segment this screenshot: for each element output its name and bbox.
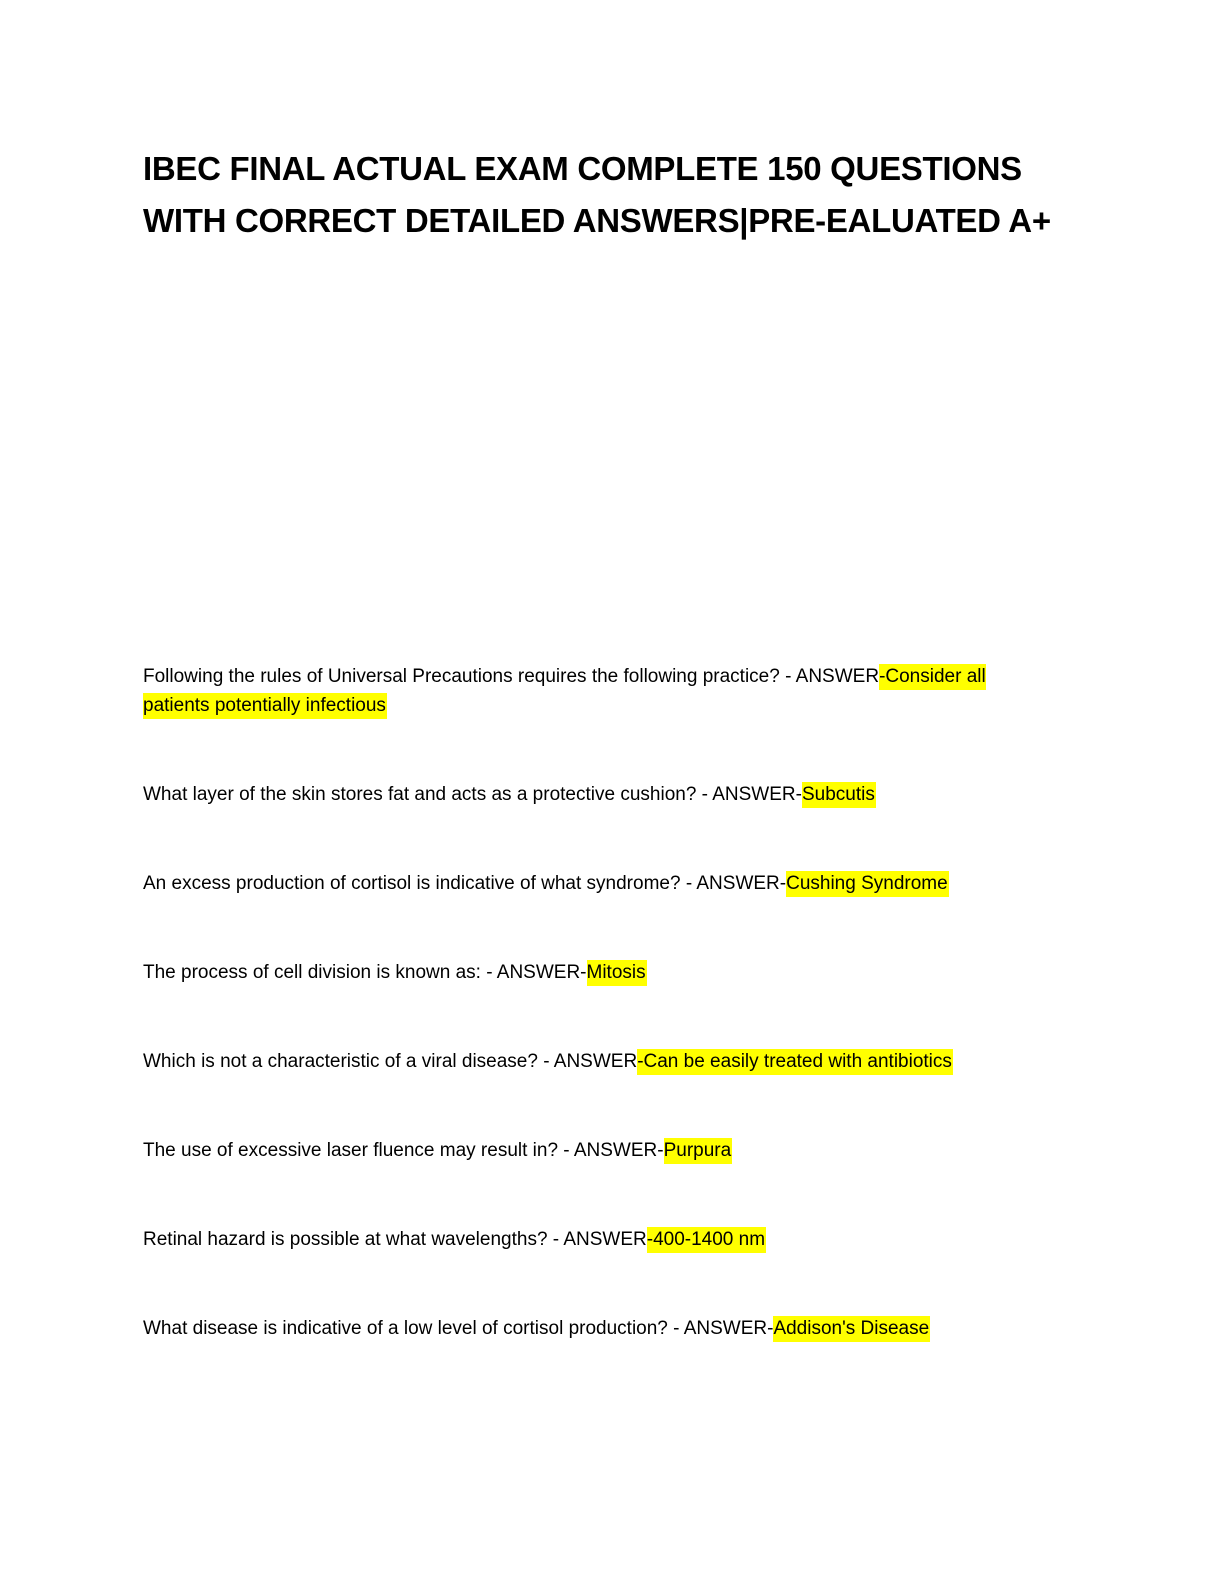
title-line-2: WITH CORRECT DETAILED ANSWERS|PRE-EALUATED A+ — [143, 202, 1051, 239]
answer-highlight: Mitosis — [587, 960, 647, 986]
answer-dash: - — [767, 1318, 774, 1339]
answer-label: - ANSWER — [779, 666, 880, 687]
question-text: An excess production of cortisol is indicative of what syndrome? — [143, 873, 681, 894]
answer-highlight: Cushing Syndrome — [786, 871, 949, 897]
answer-dash: - — [795, 784, 802, 805]
answer-highlight: Purpura — [664, 1138, 733, 1164]
answer-highlight: -Consider all patients potentially infectious — [143, 664, 986, 719]
answer-label: - ANSWER — [537, 1051, 638, 1072]
qa-item-6 — [143, 1136, 1043, 1165]
answer-label: - ANSWER — [547, 1229, 647, 1250]
qa-item-3 — [143, 869, 1043, 898]
qa-item-4 — [143, 958, 1043, 987]
answer-label: - ANSWER — [480, 962, 581, 983]
answer-highlight: -400-1400 nm — [647, 1227, 766, 1253]
qa-item-1 — [143, 662, 1043, 720]
answer-highlight: -Can be easily treated with antibiotics — [637, 1049, 953, 1075]
question-text: The use of excessive laser fluence may result in? — [143, 1140, 559, 1161]
answer-label: - ANSWER — [558, 1140, 658, 1161]
answer-label: - ANSWER — [667, 1318, 768, 1339]
qa-item-2 — [143, 780, 1043, 809]
qa-item-8 — [143, 1314, 1043, 1343]
question-text: The process of cell division is known as: — [143, 962, 481, 983]
question-text: Which is not a characteristic of a viral disease? — [143, 1051, 538, 1072]
answer-dash: - — [580, 962, 587, 983]
question-text: What layer of the skin stores fat and acts as a protective cushion? — [143, 784, 697, 805]
answer-highlight: Subcutis — [802, 782, 876, 808]
question-text: Retinal hazard is possible at what wavelengths? — [143, 1229, 548, 1250]
answer-label: - ANSWER — [696, 784, 796, 805]
qa-item-5 — [143, 1047, 1043, 1076]
question-text: What disease is indicative of a low level of cortisol production? — [143, 1318, 668, 1339]
answer-dash: - — [779, 873, 787, 894]
qa-item-7 — [143, 1225, 1043, 1254]
question-text: Following the rules of Universal Precautions requires the following practice? — [143, 666, 780, 687]
answer-dash: - — [657, 1140, 664, 1161]
answer-label: - ANSWER — [680, 873, 780, 894]
title-line-1: IBEC FINAL ACTUAL EXAM COMPLETE 150 QUESTIONS — [143, 150, 1022, 187]
document-title — [143, 143, 1103, 247]
answer-highlight: Addison's Disease — [773, 1316, 930, 1342]
